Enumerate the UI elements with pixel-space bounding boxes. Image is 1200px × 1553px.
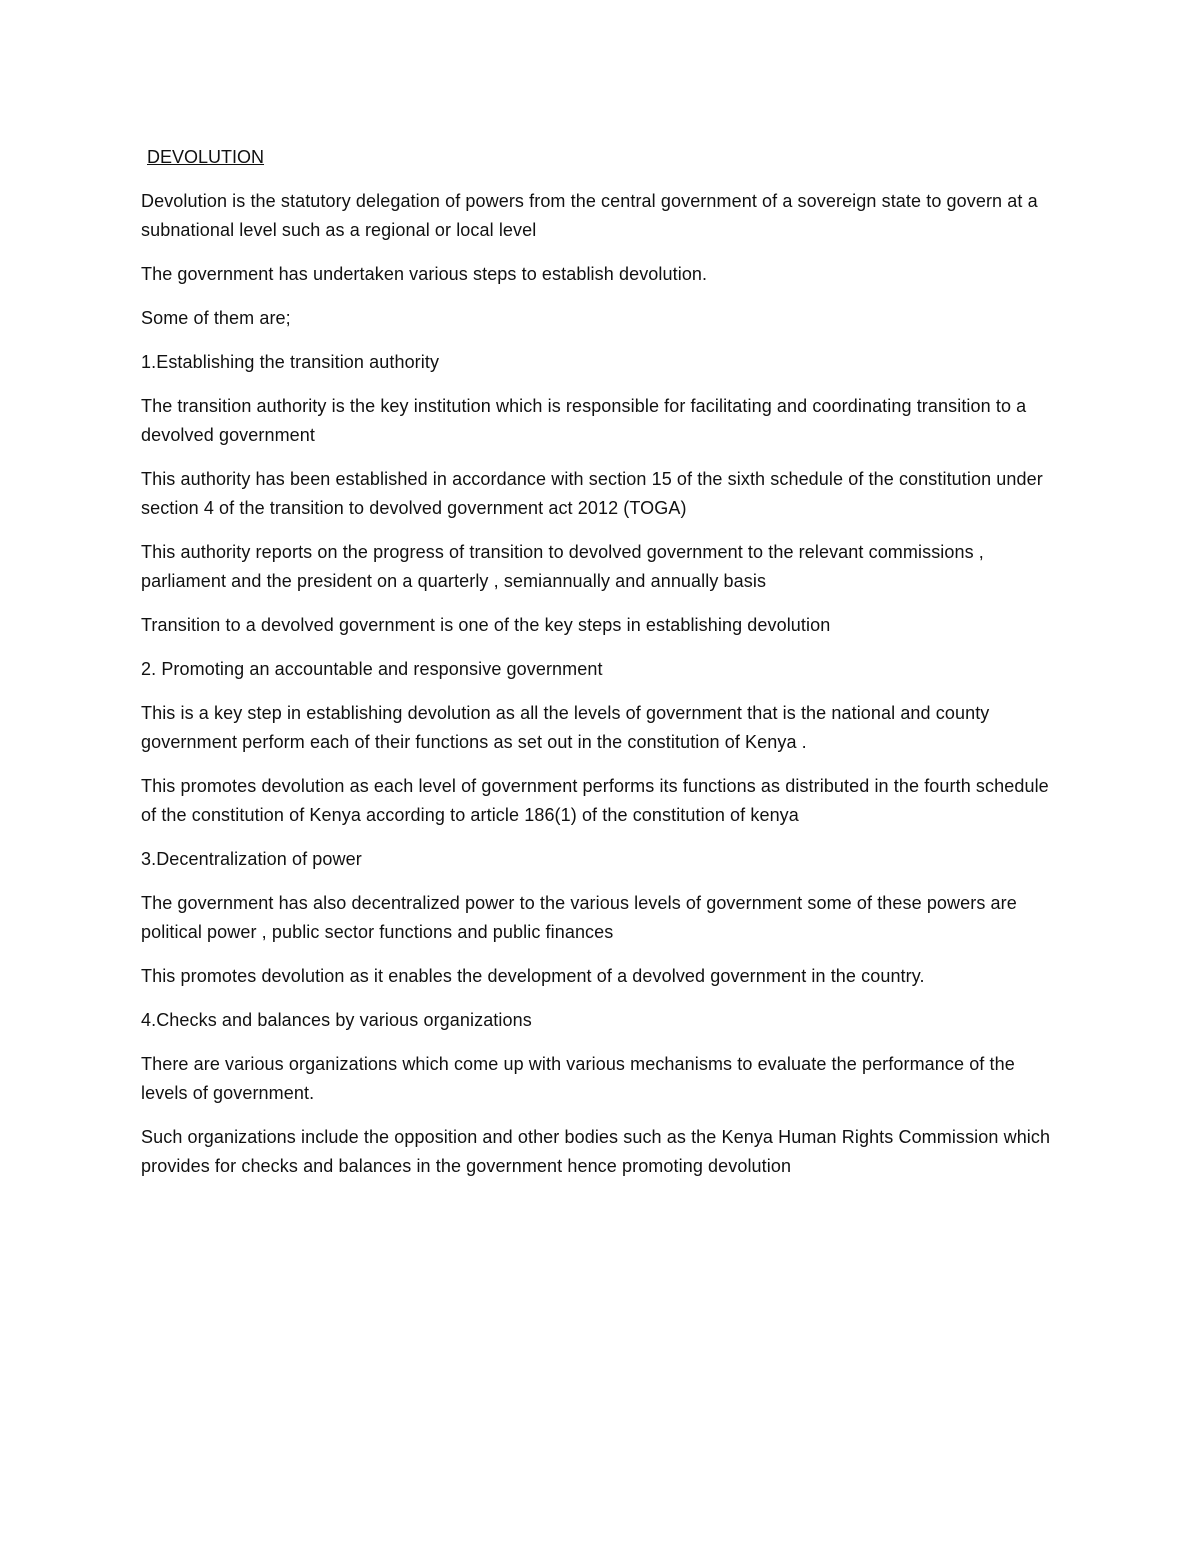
paragraph-definition: Devolution is the statutory delegation of powers from the central government of a sovereign state to govern at a subnational level such as a regional or local level — [141, 191, 1038, 240]
heading-step-4: 4.Checks and balances by various organizations — [141, 1010, 532, 1030]
paragraph-step-3-a: The government has also decentralized power to the various levels of government some of these powers are political power , public sector functions and public finances — [141, 893, 1017, 942]
paragraph-step-4-b: Such organizations include the opposition and other bodies such as the Kenya Human Rights Commission which provides for checks and balances in the government hence promoting devolution — [141, 1127, 1051, 1176]
paragraph-step-2-a: This is a key step in establishing devolution as all the levels of government that is the national and county government perform each of their functions as set out in the constitution of Kenya . — [141, 703, 990, 752]
document-body — [141, 143, 1061, 1196]
paragraph-step-1-c: This authority reports on the progress of transition to devolved government to the relevant commissions , parliament and the president on a quarterly , semiannually and annually basis — [141, 542, 984, 591]
paragraph-step-3-b: This promotes devolution as it enables the development of a devolved government in the country. — [141, 966, 925, 986]
heading-step-2: 2. Promoting an accountable and responsive government — [141, 659, 603, 679]
paragraph-step-1-a: The transition authority is the key institution which is responsible for facilitating and coordinating transition to a devolved government — [141, 396, 1027, 445]
paragraph-step-4-a: There are various organizations which come up with various mechanisms to evaluate the performance of the levels of government. — [141, 1054, 1015, 1103]
paragraph-step-1-b: This authority has been established in accordance with section 15 of the sixth schedule of the constitution under section 4 of the transition to devolved government act 2012 (TOGA) — [141, 469, 1043, 518]
document-title: DEVOLUTION — [147, 147, 265, 167]
paragraph-intro-steps: The government has undertaken various steps to establish devolution. — [141, 264, 708, 284]
heading-step-1: 1.Establishing the transition authority — [141, 352, 440, 372]
paragraph-some-of-them: Some of them are; — [141, 308, 291, 328]
paragraph-step-1-d: Transition to a devolved government is one of the key steps in establishing devolution — [141, 615, 831, 635]
heading-step-3: 3.Decentralization of power — [141, 849, 362, 869]
paragraph-step-2-b: This promotes devolution as each level of government performs its functions as distributed in the fourth schedule of the constitution of Kenya according to article 186(1) of the constitution of kenya — [141, 776, 1049, 825]
